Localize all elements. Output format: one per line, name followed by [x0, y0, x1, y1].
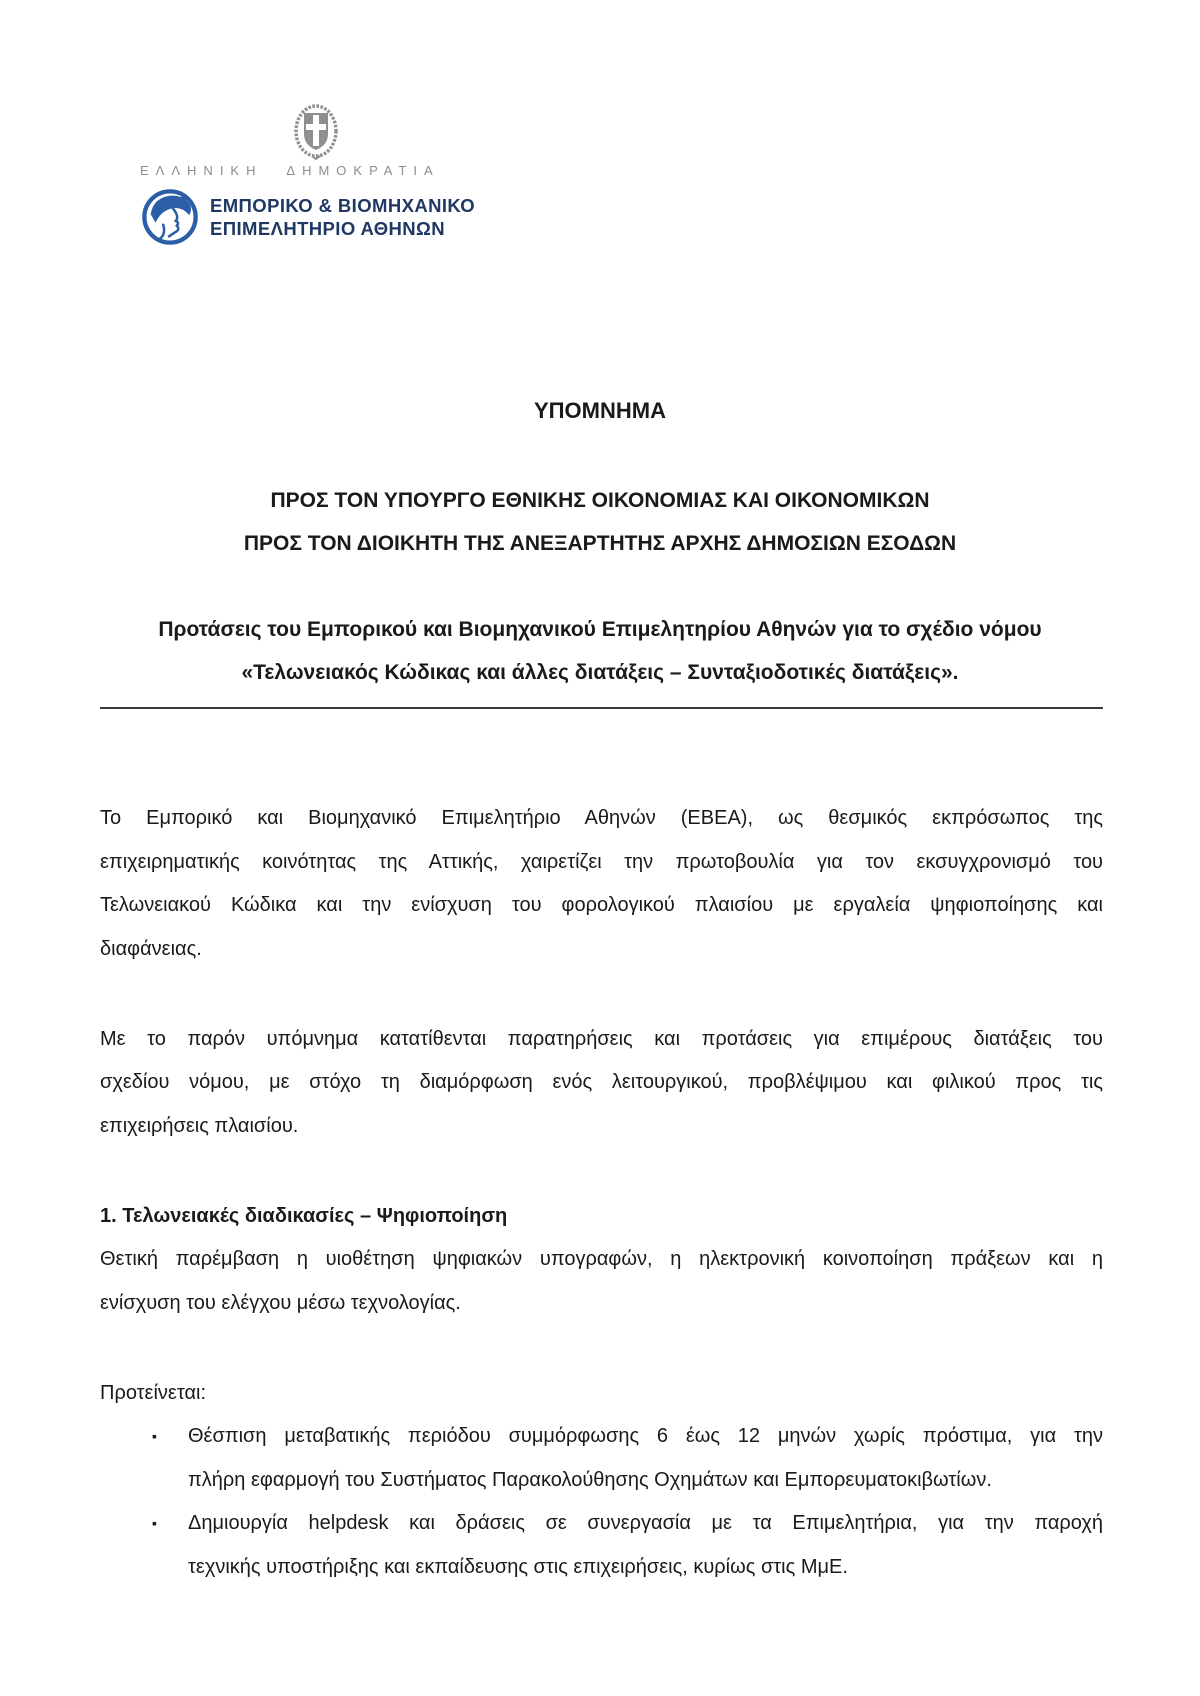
paragraph-2-line: Με το παρόν υπόμνημα κατατίθενται παρατηρήσεις και προτάσεις για επιμέρους διατάξεις του: [100, 1027, 1103, 1050]
section-1-line: Θετική παρέμβαση η υιοθέτηση ψηφιακών υπογραφών, η ηλεκτρονική κοινοποίηση πράξεων και η: [100, 1248, 1103, 1270]
paragraph-2-line: σχεδίου νόμου, με στόχο τη διαμόρφωση ενός λειτουργικού, προβλέψιμου και φιλικού προς τις: [100, 1071, 1103, 1093]
paragraph-1-line: επιχειρηματικής κοινότητας της Αττικής, χαιρετίζει την πρωτοβουλία για τον εκσυγχρονισμό του: [100, 850, 1103, 873]
paragraph-2-line: επιχειρήσεις πλαισίου.: [100, 1114, 299, 1137]
bullet-2-line: τεχνικής υποστήριξης και εκπαίδευσης στις επιχειρήσεις, κυρίως στις ΜμΕ.: [188, 1555, 848, 1578]
document-body: [100, 797, 1103, 1589]
section-1-heading: 1. Τελωνειακές διαδικασίες – Ψηφιοποίηση: [100, 1204, 508, 1227]
section-1-paragraph: [100, 1238, 1103, 1325]
title-divider: [100, 707, 1103, 709]
paragraph-1-line: Το Εμπορικό και Βιομηχανικό Επιμελητήριο Αθηνών (ΕΒΕΑ), ως θεσμικός εκπρόσωπος της: [100, 807, 1103, 829]
recipient-line-2: ΠΡΟΣ ΤΟΝ ΔΙΟΙΚΗΤΗ ΤΗΣ ΑΝΕΞΑΡΤΗΤΗΣ ΑΡΧΗΣ ΔΗΜΟΣΙΩΝ ΕΣΟΔΩΝ: [243, 532, 957, 555]
paragraph-2: [100, 1018, 1103, 1149]
bullet-2-line: Δημιουργία helpdesk και δράσεις σε συνεργασία με τα Επιμελητήρια, για την παροχή: [188, 1512, 1103, 1534]
recipient-line-1: ΠΡΟΣ ΤΟΝ ΥΠΟΥΡΓΟ ΕΘΝΙΚΗΣ ΟΙΚΟΝΟΜΙΑΣ ΚΑΙ ΟΙΚΟΝΟΜΙΚΩΝ: [270, 489, 930, 512]
organization-name: [210, 194, 475, 241]
section-1-line: ενίσχυση του ελέγχου μέσω τεχνολογίας.: [100, 1291, 461, 1314]
greek-coat-of-arms-icon: [292, 100, 340, 160]
org-name-line2: ΕΠΙΜΕΛΗΤΗΡΙΟ ΑΘΗΝΩΝ: [210, 218, 446, 239]
bullet-square-icon: ▪: [152, 1515, 157, 1531]
republic-label: ΕΛΛΗΝΙΚΗ ΔΗΜΟΚΡΑΤΙΑ: [140, 163, 440, 178]
subject-line-1: Προτάσεις του Εμπορικού και Βιομηχανικού Επιμελητηρίου Αθηνών για το σχέδιο νόμου: [158, 618, 1042, 641]
org-name-line1: ΕΜΠΟΡΙΚΟ & ΒΙΟΜΗΧΑΝΙΚΟ: [210, 194, 476, 216]
subject-line-2: «Τελωνειακός Κώδικας και άλλες διατάξεις – Συνταξιοδοτικές διατάξεις».: [241, 661, 959, 684]
bullet-1-line: Θέσπιση μεταβατικής περιόδου συμμόρφωσης 6 έως 12 μηνών χωρίς πρόστιμα, για την: [188, 1425, 1103, 1447]
proposal-label: Προτείνεται:: [100, 1381, 207, 1404]
chamber-logo-icon: [141, 188, 199, 246]
memo-title: ΥΠΟΜΝΗΜΑ: [534, 398, 666, 423]
bullet-square-icon: ▪: [152, 1428, 157, 1444]
paragraph-1-line: διαφάνειας.: [100, 937, 202, 960]
paragraph-1: [100, 797, 1103, 971]
bullet-1-line: πλήρη εφαρμογή του Συστήματος Παρακολούθησης Οχημάτων και Εμπορευματοκιβωτίων.: [188, 1468, 992, 1491]
bullet-item-1: [100, 1415, 1103, 1502]
letterhead: [141, 188, 475, 246]
paragraph-1-line: Τελωνειακού Κώδικα και την ενίσχυση του φορολογικού πλαισίου με εργαλεία ψηφιοποίησης και: [100, 894, 1103, 916]
bullet-item-2: [100, 1502, 1103, 1589]
proposal-bullet-list: [100, 1415, 1103, 1589]
